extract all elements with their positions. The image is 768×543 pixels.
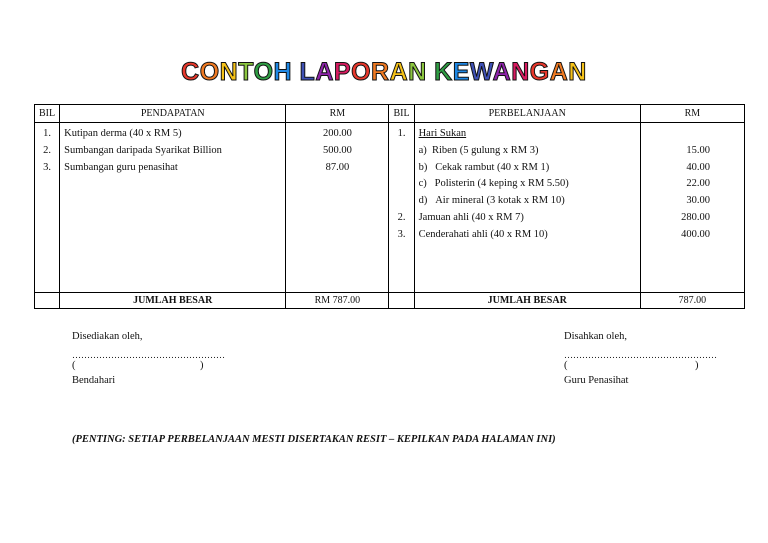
signature-line-left: …………………………………………… [72,350,225,360]
title-letter: O [199,58,220,86]
title-letter: N [408,58,427,86]
financial-report-table [34,104,745,309]
list-item: 280.00 [681,211,710,223]
list-item: Cenderahati ahli (40 x RM 10) [418,228,548,240]
paren-close-right: ) [695,360,699,371]
table-footer-row [35,293,745,309]
list-item [393,176,409,193]
title-letter: H [273,58,293,86]
title-letter: E [452,58,470,86]
list-item: 15.00 [686,144,710,156]
prepared-by-label: Disediakan oleh, [72,331,143,342]
list-item: Sumbangan daripada Syarikat Billion [64,144,222,156]
approved-by-label: Disahkan oleh, [564,331,627,342]
list-item: b) Cekak rambut (40 x RM 1) [418,161,550,173]
footer-total-right: 787.00 [640,293,744,309]
list-item: 2. [397,211,406,223]
title-letter [292,58,299,86]
header-bil: BIL [35,105,60,123]
list-item: 22.00 [686,178,710,190]
header-bil-2: BIL [389,105,414,123]
list-item: 3. [43,161,51,173]
paren-close-left: ) [200,360,204,371]
list-item [393,193,409,210]
title-letter: R [371,58,390,86]
title-letter: A [549,58,569,86]
list-item: 30.00 [686,195,710,207]
title-letter: O [351,58,372,86]
list-item: 400.00 [681,228,710,240]
expense-bil-column [389,123,414,293]
header-pendapatan: PENDAPATAN [60,105,286,123]
list-item: Kutipan derma (40 x RM 5) [64,128,182,139]
signature-right [564,331,717,386]
header-perbelanjaan: PERBELANJAAN [414,105,640,123]
title-letter: T [238,58,254,86]
list-item: 1. [397,128,406,139]
important-note: (PENTING: SETIAP PERBELANJAAN MESTI DISERTAKAN RESIT – KEPILKAN PADA HALAMAN INI) [72,434,556,445]
title-letter: A [492,58,512,86]
paren-open-left: ( [72,360,76,371]
title-letter: K [434,58,453,86]
list-item: 1. [43,128,51,139]
income-amounts-column [286,123,389,293]
footer-label-left: JUMLAH BESAR [60,293,286,309]
list-item: 500.00 [322,144,352,156]
title-letter: A [389,58,409,86]
name-brackets-right [564,360,704,375]
list-item [393,160,409,177]
title-letter: O [253,58,274,86]
header-rm-2: RM [640,105,744,123]
header-rm: RM [286,105,389,123]
list-item: a) Riben (5 gulung x RM 3) [418,144,539,156]
list-item [419,126,636,143]
title-letter: A [315,58,334,86]
list-item [645,126,710,143]
expense-amounts-column [640,123,744,293]
signature-left [72,331,225,386]
title-letter: W [469,58,493,86]
title-letter: C [181,58,200,86]
list-item [393,143,409,160]
table-body-row [35,123,745,293]
list-item: 2. [43,144,51,156]
footer-empty-cell-2 [389,293,414,309]
list-item: 3. [397,228,406,240]
list-item: c) Polisterin (4 keping x RM 5.50) [418,178,569,190]
list-item: Jamuan ahli (40 x RM 7) [418,211,524,223]
title-letter: G [529,58,550,86]
page-title [0,58,768,87]
expense-items-column [414,123,640,293]
list-item: 40.00 [686,161,710,173]
list-item: d) Air mineral (3 kotak x RM 10) [418,195,565,207]
table-header-row [35,105,745,123]
footer-empty-cell [35,293,60,309]
list-item: Sumbangan guru penasihat [64,161,178,173]
list-item: 87.00 [325,161,350,173]
expense-heading: Hari Sukan [418,128,467,139]
paren-open-right: ( [564,360,568,371]
role-guru-penasihat: Guru Penasihat [564,375,629,386]
footer-total-left: RM 787.00 [286,293,389,309]
signature-line-right: …………………………………………… [564,350,717,360]
title-letter: L [299,58,316,86]
title-letter: P [333,58,352,86]
list-item: 200.00 [322,128,352,139]
footer-label-right: JUMLAH BESAR [414,293,640,309]
role-bendahari: Bendahari [72,375,116,386]
title-letter: N [219,58,239,86]
name-brackets-left [72,360,212,375]
income-items-column [60,123,286,293]
title-letter: N [568,58,587,86]
income-bil-column [35,123,60,293]
title-letter: N [511,58,530,86]
